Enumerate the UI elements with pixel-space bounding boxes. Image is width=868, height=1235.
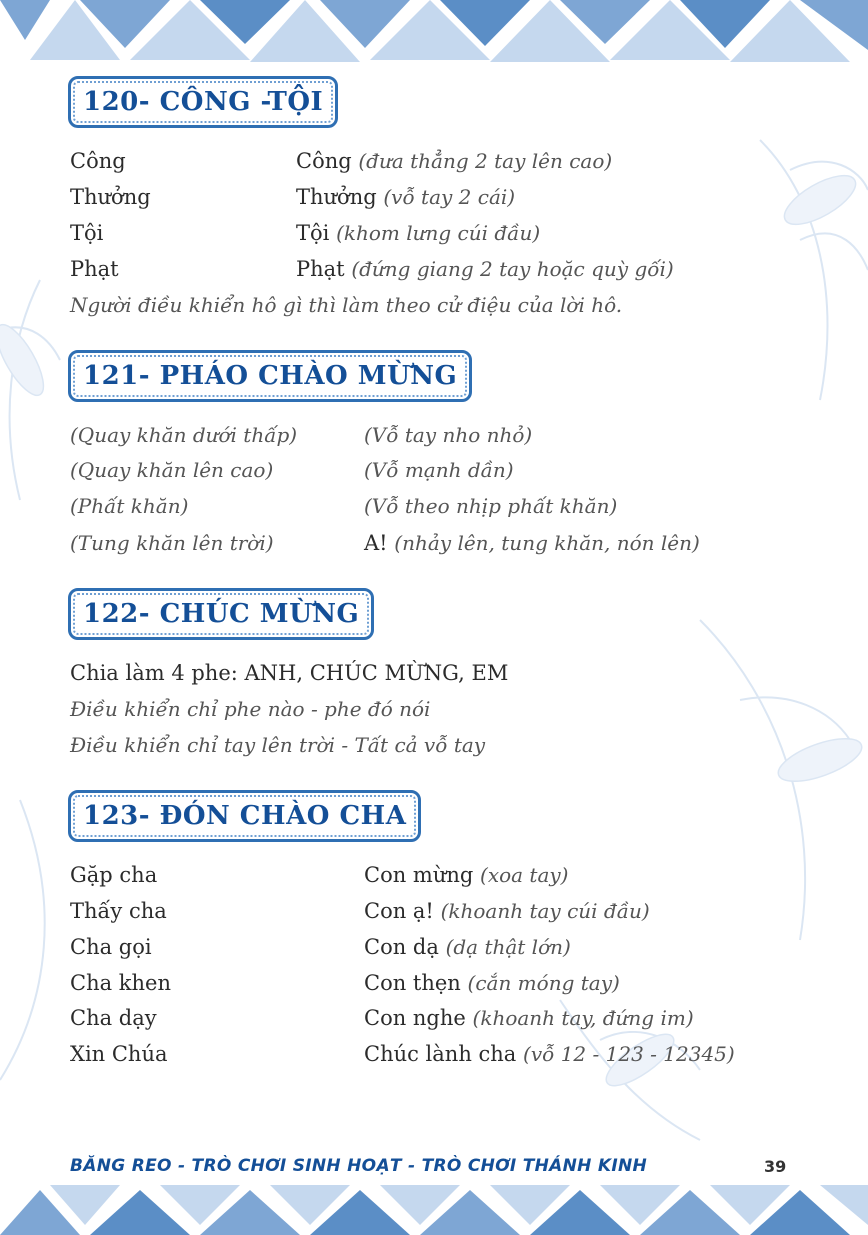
row-left: (Quay khăn dưới thấp) [70, 423, 298, 447]
section-line: Điều khiển chỉ phe nào - phe đó nói [70, 697, 431, 721]
section-title-122: 122- CHÚC MỪNG [68, 588, 374, 640]
row-right: Con dạ (dạ thật lớn) [364, 935, 571, 959]
row-right: Con ạ! (khoanh tay cúi đầu) [364, 899, 650, 923]
section-title-120: 120- CÔNG -TỘI [68, 76, 338, 128]
row-left: Thấy cha [70, 899, 167, 923]
section-note: Người điều khiển hô gì thì làm theo cử điệu của lời hô. [70, 293, 623, 317]
row-left: Cha gọi [70, 935, 152, 959]
footer-book-title: BĂNG REO - TRÒ CHƠI SINH HOẠT - TRÒ CHƠI THÁNH KINH [70, 1156, 648, 1176]
row-right: A! (nhảy lên, tung khăn, nón lên) [364, 531, 700, 555]
row-left: Cha khen [70, 971, 171, 995]
row-right: Phạt (đứng giang 2 tay hoặc quỳ gối) [296, 257, 674, 281]
row-left: Cha dạy [70, 1006, 157, 1030]
row-left: Thưởng [70, 185, 151, 209]
row-right: Thưởng (vỗ tay 2 cái) [296, 185, 516, 209]
row-right: Công (đưa thẳng 2 tay lên cao) [296, 149, 613, 173]
section-line: Điều khiển chỉ tay lên trời - Tất cả vỗ tay [70, 733, 486, 757]
bottom-triangle-border [0, 1185, 868, 1235]
section-title-121: 121- PHÁO CHÀO MỪNG [68, 350, 472, 402]
row-left: Xin Chúa [70, 1042, 168, 1066]
row-left: Gặp cha [70, 863, 158, 887]
row-right: Chúc lành cha (vỗ 12 - 123 - 12345) [364, 1042, 735, 1066]
row-right: Tội (khom lưng cúi đầu) [296, 221, 541, 245]
row-left: Phạt [70, 257, 119, 281]
page-number: 39 [764, 1157, 787, 1176]
section-title-123: 123- ĐÓN CHÀO CHA [68, 790, 421, 842]
row-right: (Vỗ theo nhịp phất khăn) [364, 494, 618, 518]
row-right: (Vỗ mạnh dần) [364, 458, 514, 482]
row-left: Tội [70, 221, 104, 245]
top-triangle-border [0, 0, 868, 70]
row-left: (Tung khăn lên trời) [70, 531, 274, 555]
row-right: Con nghe (khoanh tay, đứng im) [364, 1006, 694, 1030]
row-right: Con thẹn (cắn móng tay) [364, 971, 620, 995]
row-left: Công [70, 149, 126, 173]
row-left: (Phất khăn) [70, 494, 189, 518]
row-right: (Vỗ tay nho nhỏ) [364, 423, 533, 447]
section-line: Chia làm 4 phe: ANH, CHÚC MỪNG, EM [70, 661, 509, 685]
row-left: (Quay khăn lên cao) [70, 458, 274, 482]
row-right: Con mừng (xoa tay) [364, 863, 569, 887]
